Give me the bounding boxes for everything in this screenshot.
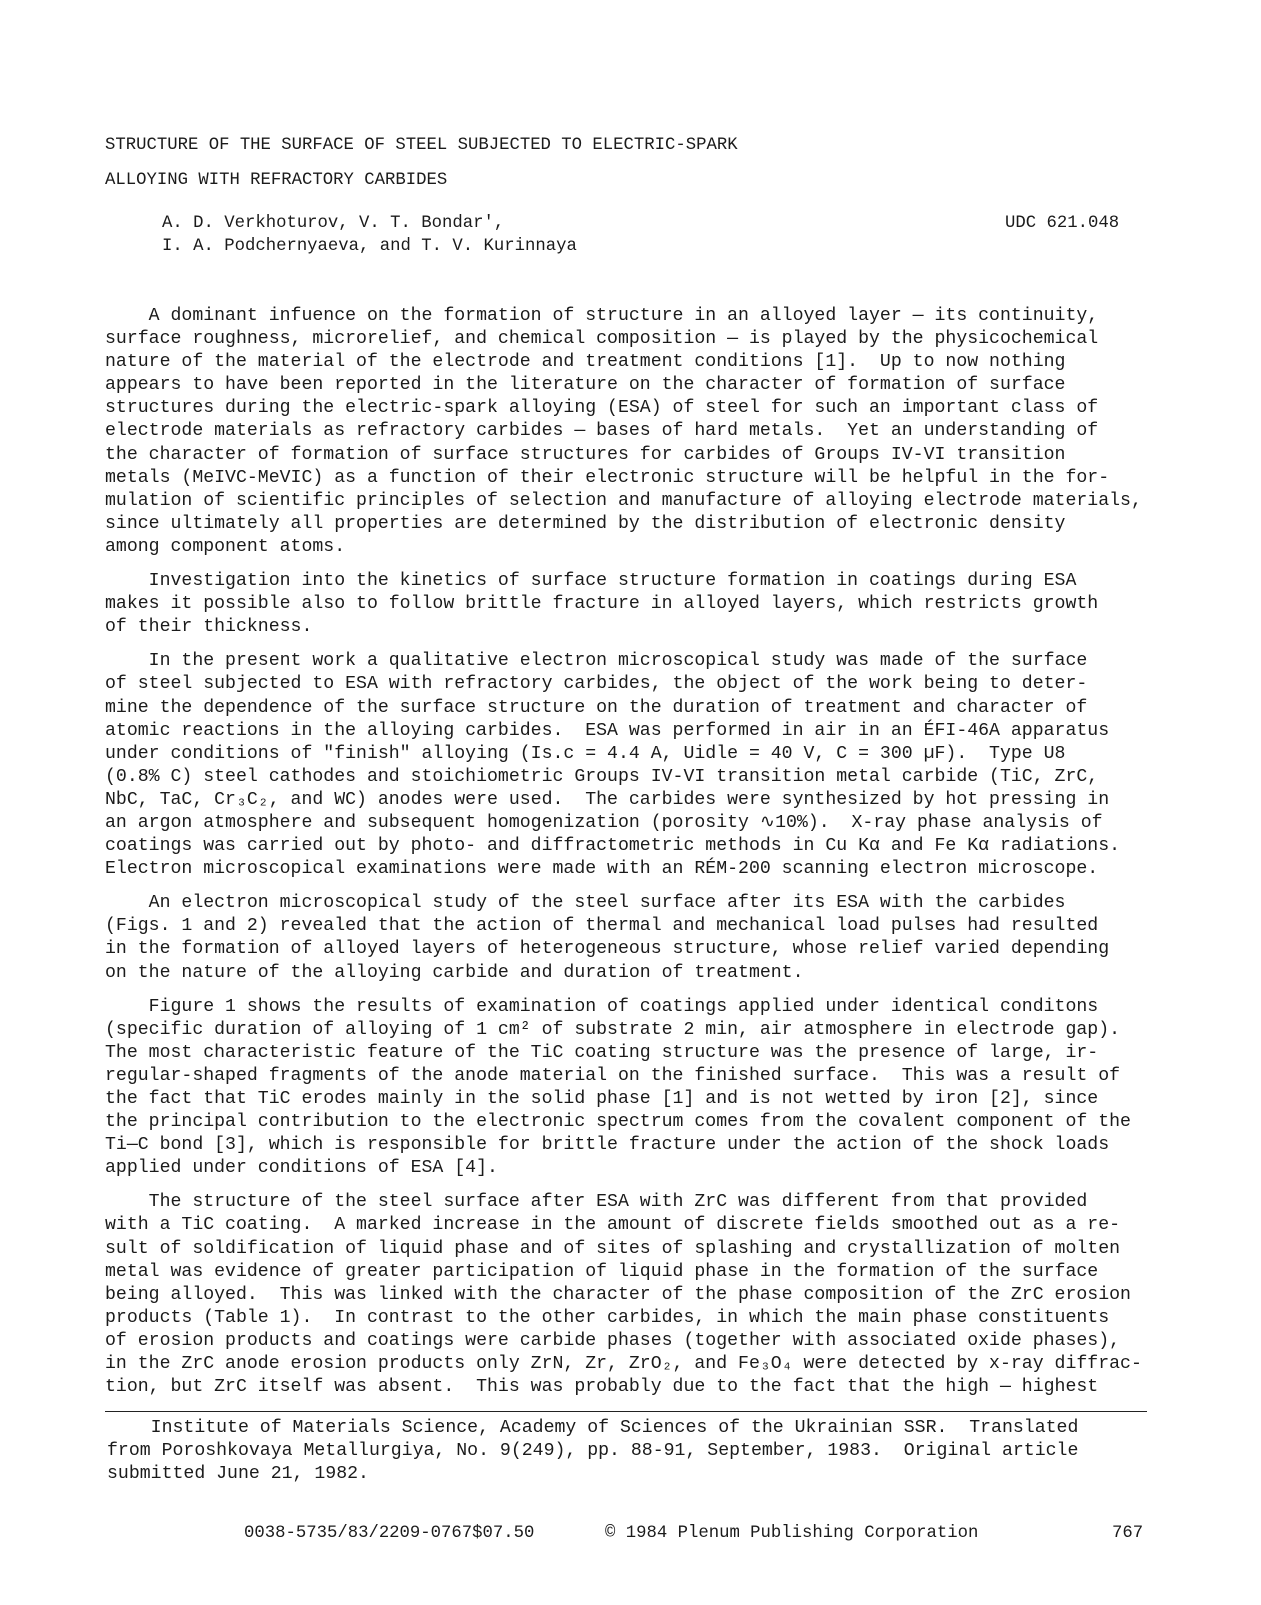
text-line: the fact that TiC erodes mainly in the solid phase [1] and is not wetted by iron [2], since [105, 1089, 1099, 1109]
article-body [105, 305, 1175, 1410]
authors-line: A. D. Verkhoturov, V. T. Bondar', [162, 214, 505, 233]
footnote-line: Institute of Materials Science, Academy of Sciences of the Ukrainian SSR. Translated [107, 1418, 1079, 1438]
text-line: coatings was carried out by photo- and diffractometric methods in Cu Kα and Fe Kα radiations. [105, 836, 1121, 857]
body-paragraph [105, 650, 1175, 881]
text-line: regular-shaped fragments of the anode material on the finished surface. This was a result of [105, 1065, 1121, 1086]
text-line: mulation of scientific principles of selection and manufacture of alloying electrode materials, [105, 490, 1142, 511]
body-paragraph [105, 570, 1175, 639]
text-line: since ultimately all properties are determined by the distribution of electronic density [105, 513, 1066, 534]
title-line: STRUCTURE OF THE SURFACE OF STEEL SUBJECTED TO ELECTRIC-SPARK [105, 136, 738, 155]
text-line: A dominant infuence on the formation of structure in an alloyed layer — its continuity, [105, 306, 1099, 326]
text-line: mine the dependence of the surface structure on the duration of treatment and character of [105, 697, 1088, 718]
text-line: being alloyed. This was linked with the character of the phase composition of the ZrC erosion [105, 1284, 1131, 1305]
text-line: atomic reactions in the alloying carbides. ESA was performed in air in an ÉFI-46A apparatus [105, 720, 1110, 741]
text-line: with a TiC coating. A marked increase in the amount of discrete fields smoothed out as a re- [105, 1215, 1121, 1236]
text-line: products (Table 1). In contrast to the other carbides, in which the main phase constituents [105, 1307, 1110, 1328]
footnote-line: from Poroshkovaya Metallurgiya, No. 9(249), pp. 88-91, September, 1983. Original article [107, 1441, 1079, 1462]
text-line: NbC, TaC, Cr₃C₂, and WC) anodes were used. The carbides were synthesized by hot pressing in [105, 789, 1110, 810]
body-paragraph [105, 1191, 1175, 1399]
text-line: (specific duration of alloying of 1 cm² of substrate 2 min, air atmosphere in electrode gap). [105, 1019, 1121, 1040]
text-line: Electron microscopical examinations were made with an RÉM-200 scanning electron microscope. [105, 859, 1099, 880]
text-line: applied under conditions of ESA [4]. [105, 1158, 498, 1179]
text-line: in the formation of alloyed layers of heterogeneous structure, whose relief varied depending [105, 939, 1110, 960]
body-paragraph [105, 996, 1175, 1181]
authors-line: I. A. Podchernyaeva, and T. V. Kurinnaya [162, 237, 577, 256]
text-line: of steel subjected to ESA with refractory carbides, the object of the work being to deter- [105, 674, 1088, 695]
text-line: In the present work a qualitative electron microscopical study was made of the surface [105, 651, 1088, 672]
text-line: Ti—C bond [3], which is responsible for brittle fracture under the action of the shock loads [105, 1135, 1110, 1156]
text-line: the principal contribution to the electronic spectrum comes from the covalent component of the [105, 1112, 1131, 1133]
text-line: of their thickness. [105, 617, 313, 638]
text-line: tion, but ZrC itself was absent. This was probably due to the fact that the high — highest [105, 1377, 1099, 1398]
text-line: in the ZrC anode erosion products only ZrN, Zr, ZrO₂, and Fe₃O₄ were detected by x-ray diffrac- [105, 1354, 1142, 1375]
udc-code: UDC 621.048 [1005, 214, 1120, 233]
text-line: metal was evidence of greater participation of liquid phase in the formation of the surface [105, 1261, 1099, 1282]
affiliation-footnote [107, 1417, 1078, 1486]
footnote-divider [105, 1411, 1147, 1412]
text-line: metals (MeIVC-MeVIC) as a function of their electronic structure will be helpful in the for- [105, 467, 1110, 488]
text-line: Figure 1 shows the results of examination of coatings applied under identical conditons [105, 996, 1099, 1017]
text-line: (0.8% C) steel cathodes and stoichiometric Groups IV-VI transition metal carbide (TiC, ZrC, [105, 766, 1099, 787]
text-line: nature of the material of the electrode and treatment conditions [1]. Up to now nothing [105, 352, 1066, 373]
page-number: 767 [1112, 1524, 1144, 1543]
text-line: the character of formation of surface structures for carbides of Groups IV-VI transition [105, 444, 1066, 465]
text-line: an argon atmosphere and subsequent homogenization (porosity ∿10%). X-ray phase analysis of [105, 812, 1103, 833]
text-line: (Figs. 1 and 2) revealed that the action of thermal and mechanical load pulses had resulted [105, 916, 1099, 937]
text-line: electrode materials as refractory carbides — bases of hard metals. Yet an understanding of [105, 421, 1099, 442]
text-line: The most characteristic feature of the TiC coating structure was the presence of large, ir- [105, 1042, 1099, 1063]
text-line: An electron microscopical study of the steel surface after its ESA with the carbides [105, 893, 1066, 914]
article-code: 0038-5735/83/2209-0767$07.50 [244, 1524, 535, 1543]
text-line: surface roughness, microrelief, and chemical composition — is played by the physicochemical [105, 329, 1099, 350]
text-line: among component atoms. [105, 536, 346, 557]
author-list [162, 212, 577, 258]
text-line: sult of soldification of liquid phase and of sites of splashing and crystallization of molten [105, 1238, 1121, 1259]
text-line: of erosion products and coatings were carbide phases (together with associated oxide phases), [105, 1330, 1121, 1351]
text-line: on the nature of the alloying carbide and duration of treatment. [105, 962, 804, 983]
body-paragraph [105, 892, 1175, 984]
text-line: The structure of the steel surface after ESA with ZrC was different from that provided [105, 1192, 1088, 1213]
text-line: appears to have been reported in the literature on the character of formation of surface [105, 375, 1066, 396]
text-line: under conditions of "finish" alloying (Is.c = 4.4 A, Uidle = 40 V, C = 300 µF). Type U8 [105, 743, 1066, 764]
footnote-line: submitted June 21, 1982. [107, 1464, 369, 1485]
text-line: makes it possible also to follow brittle fracture in alloyed layers, which restricts growth [105, 594, 1099, 615]
copyright-notice: © 1984 Plenum Publishing Corporation [605, 1524, 979, 1543]
text-line: Investigation into the kinetics of surface structure formation in coatings during ESA [105, 571, 1077, 592]
body-paragraph [105, 305, 1175, 559]
text-line: structures during the electric-spark alloying (ESA) of steel for such an important class of [105, 398, 1099, 419]
title-line: ALLOYING WITH REFRACTORY CARBIDES [105, 171, 448, 190]
article-title [105, 128, 738, 198]
